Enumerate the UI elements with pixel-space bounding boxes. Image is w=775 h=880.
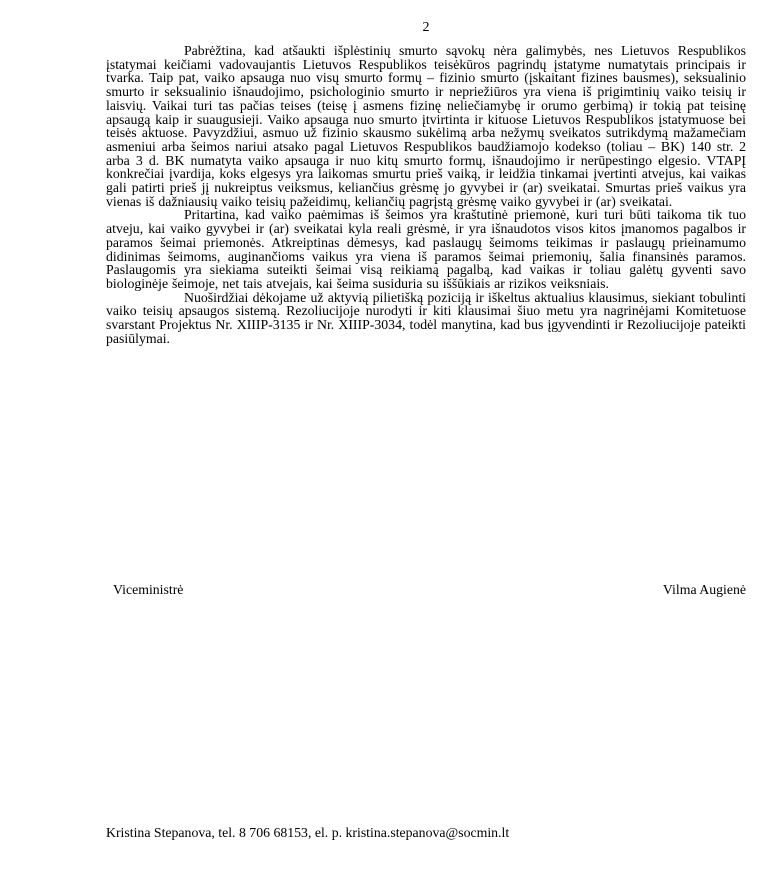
letter-text (106, 44, 746, 345)
signer-name: Vilma Augienė (662, 582, 746, 597)
signature-block (106, 583, 746, 597)
paragraph-1: Pabrėžtina, kad atšaukti išplėstinių smurto sąvokų nėra galimybės, nes Lietuvos Respublikos įstatymai keičiami vadovaujantis Lietuvos Respublikos teisėkūros pagrindų įstatyme numatytais principais ir tvarka. Taip pat, vaiko apsauga nuo visų smurto formų – fizinio smurto (įskaitant fizines bausmes), seksualinio smurto ir seksualinio išnaudojimo, psichologinio smurto ir nepriežiūros yra viena iš prigimtinių vaiko teisių ir laisvių. Vaikai turi tas pačias teises (teisę į asmens fizinę neliečiamybę ir orumo gerbimą) ir tokią pat teisinę apsaugą kaip ir suaugusieji. Vaiko apsauga nuo smurto įtvirtinta ir kituose Lietuvos Respublikos įstatymuose bei teisės aktuose. Pavyzdžiui, asmuo už fizinio skausmo sukėlimą arba nežymų sveikatos sutrikdymą mažamečiam asmeniui arba šeimos nariui atsako pagal Lietuvos Respublikos baudžiamojo kodekso (toliau – BK) 140 str. 2 arba 3 d. BK numatyta vaiko apsauga ir nuo kitų smurto formų, išnaudojimo ir nerūpestingo elgesio. VTAPĮ konkrečiai įvardija, koks elgesys yra laikomas smurtu prieš vaiką, ir leidžia tinkamai įvertinti atvejus, kai vaikas gali patirti prieš jį nukreiptus veiksmus, keliančius grėsmę jo gyvybei ir (ar) sveikatai. Smurtas prieš vaikus yra vienas iš dažniausių vaiko teisių pažeidimų, keliančių pagrįstą grėsmę vaiko gyvybei ir (ar) sveikatai. (106, 43, 746, 209)
signer-title: Viceministrė (113, 582, 184, 597)
page-number: 2 (422, 20, 430, 35)
paragraph-2: Pritartina, kad vaiko paėmimas iš šeimos yra kraštutinė priemonė, kuri turi būti taikoma tik tuo atveju, kai vaiko gyvybei ir (ar) sveikatai kyla reali grėsmė, ir yra išnaudotos visos kitos įmanomos pagalbos ir paramos šeimai priemonės. Atkreiptinas dėmesys, kad paslaugų šeimoms teikimas ir paslaugų prieinamumo didinimas šeimoms, auginančioms vaikus yra viena iš paramos šeimai priemonių, šalia finansinės paramos. Paslaugomis yra siekiama suteikti šeimai visą reikiamą pagalbą, kad vaikas ir toliau galėtų gyventi savo biologinėje šeimoje, net tais atvejais, kai šeima susiduria su iššūkiais ar rizikos veiksniais. (106, 207, 746, 291)
paragraph-3: Nuoširdžiai dėkojame už aktyvią pilietišką poziciją ir iškeltus aktualius klausimus, siekiant tobulinti vaiko teisių apsaugos sistemą. Rezoliucijoje nurodyti ir kiti klausimai šiuo metu yra nagrinėjami Komitetuose svarstant Projektus Nr. XIIIP-3135 ir Nr. XIIIP-3034, todėl manytina, kad bus įgyvendinti ir Rezoliucijoje pateikti pasiūlymai. (106, 289, 746, 346)
document-body (106, 20, 746, 345)
contact-line: Kristina Stepanova, tel. 8 706 68153, el. p. kristina.stepanova@socmin.lt (106, 825, 510, 840)
